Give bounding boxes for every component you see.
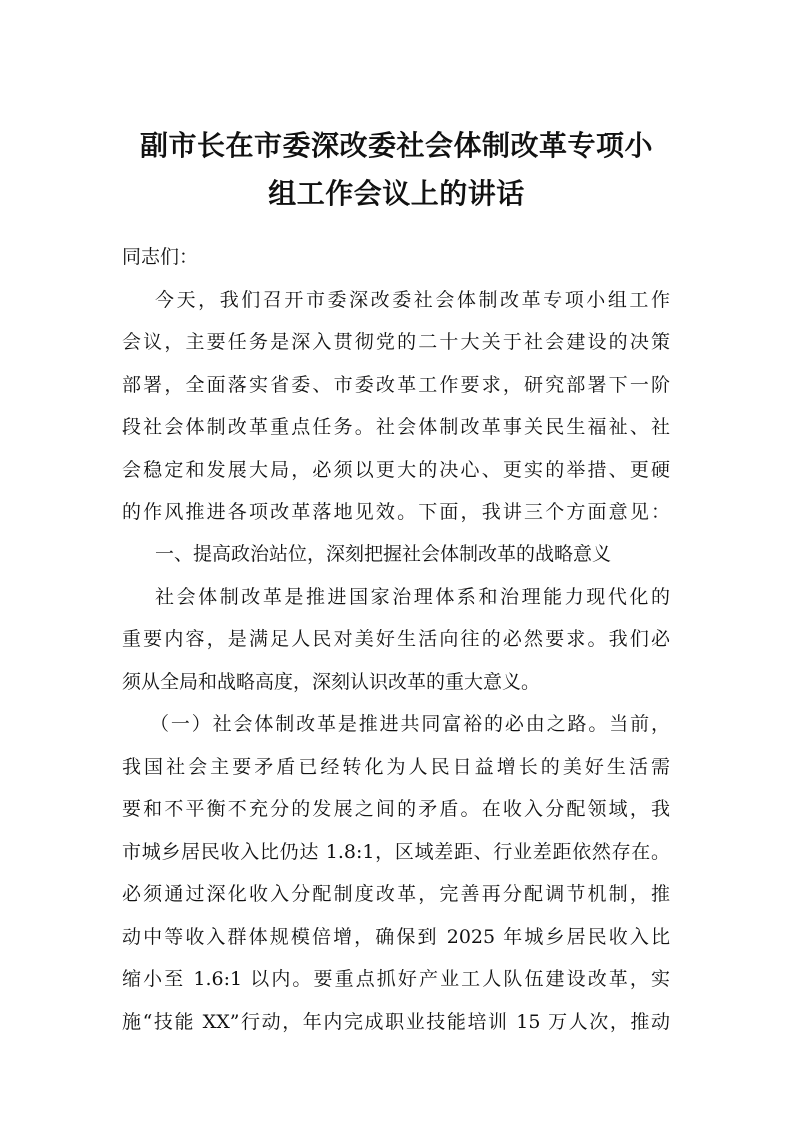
- document-title-line-1: 副市长在市委深改委社会体制改革专项小: [139, 129, 653, 162]
- body-line: 部署，全面落实省委、市委改革工作要求，研究部署下一阶: [122, 374, 670, 396]
- body-line: 缩小至 1.6:1 以内。要重点抓好产业工人队伍建设改革，实: [122, 968, 670, 990]
- body-line: 今天，我们召开市委深改委社会体制改革专项小组工作: [155, 289, 670, 311]
- body-line: 的作风推进各项改革落地见效。下面，我讲三个方面意见：: [122, 501, 670, 523]
- body-line: 重要内容，是满足人民对美好生活向往的必然要求。我们必: [122, 628, 670, 650]
- body-line: 必须通过深化收入分配制度改革，完善再分配调节机制，推: [122, 883, 670, 905]
- body-line: 段社会体制改革重点任务。社会体制改革事关民生福祉、社: [122, 416, 670, 438]
- body-line: 会稳定和发展大局，必须以更大的决心、更实的举措、更硬: [122, 459, 670, 481]
- body-line: 动中等收入群体规模倍增，确保到 2025 年城乡居民收入比: [122, 926, 670, 948]
- subsection-line: （一）社会体制改革是推进共同富裕的必由之路。当前，: [150, 713, 670, 735]
- body-line: 社会体制改革是推进国家治理体系和治理能力现代化的: [155, 586, 670, 608]
- document-title-line-2: 组工作会议上的讲话: [268, 177, 525, 210]
- body-line: 要和不平衡不充分的发展之间的矛盾。在收入分配领域，我: [122, 798, 670, 820]
- body-line: 施“技能 XX”行动，年内完成职业技能培训 15 万人次，推动: [122, 1011, 670, 1033]
- salutation: 同志们：: [122, 246, 199, 268]
- body-line: 我国社会主要矛盾已经转化为人民日益增长的美好生活需: [122, 756, 670, 778]
- body-line: 须从全局和战略高度，深刻认识改革的重大意义。: [122, 671, 541, 693]
- body-line: 市城乡居民收入比仍达 1.8:1，区域差距、行业差距依然存在。: [122, 841, 670, 863]
- body-line: 会议，主要任务是深入贯彻党的二十大关于社会建设的决策: [122, 331, 670, 353]
- section-heading: 一、提高政治站位，深刻把握社会体制改革的战略意义: [155, 543, 612, 565]
